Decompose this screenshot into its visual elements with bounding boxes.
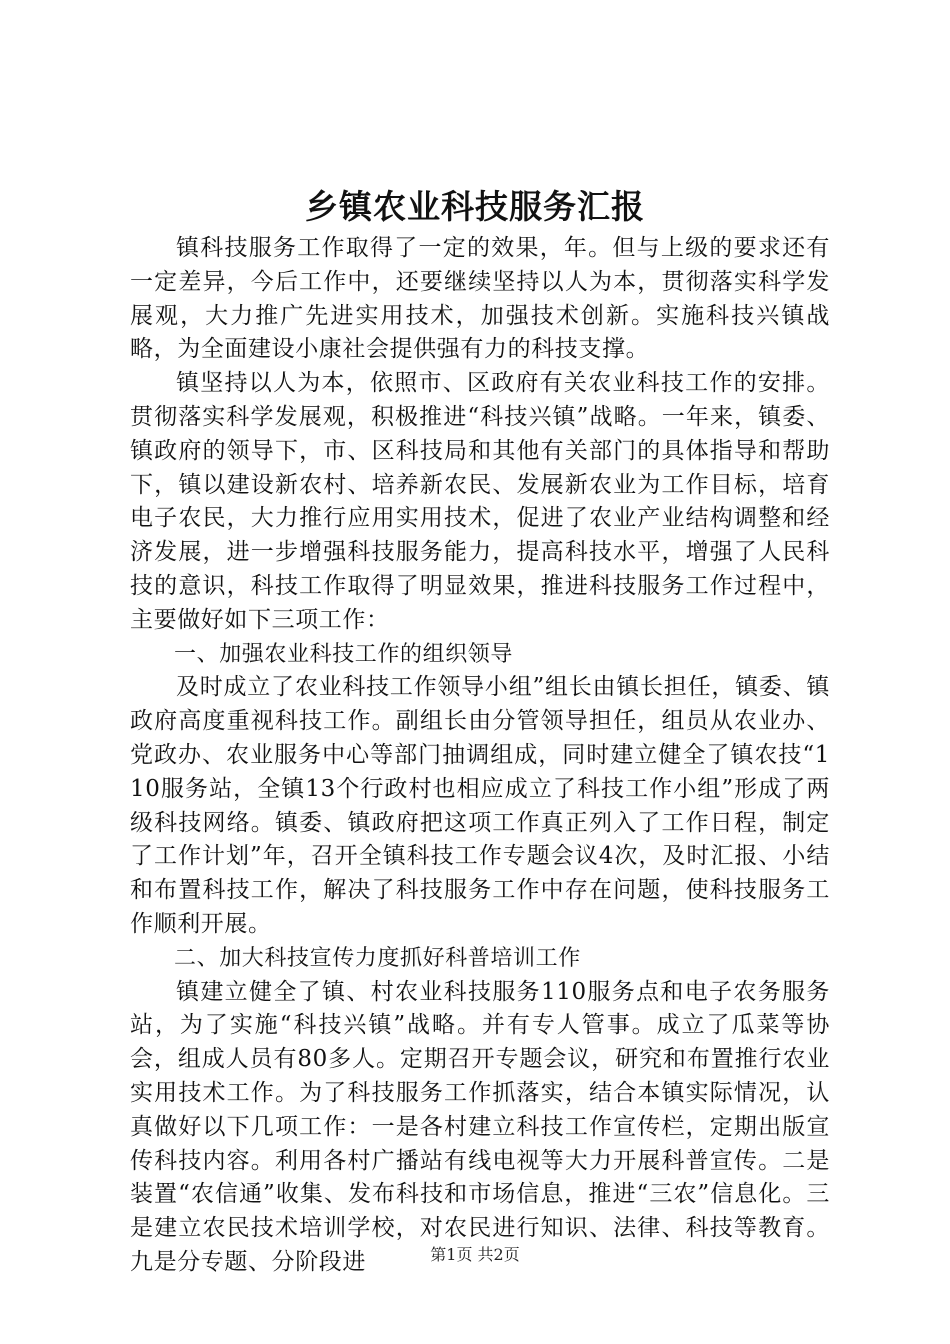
paragraph-section-1: 及时成立了农业科技工作领导小组”组长由镇长担任，镇委、镇政府高度重视科技工作。副组长由分管领导担任，组员从农业办、党政办、农业服务中心等部门抽调组成，同时建立健全了镇农技“110服务站，全镇13个行政村也相应成立了科技工作小组”形成了两级科技网络。镇委、镇政府把这项工作真正列入了工作日程，制定了工作计划”年，召开全镇科技工作专题会议4次，及时汇报、小结和布置科技工作，解决了科技服务工作中存在问题，使科技服务工作顺利开展。 bbox=[130, 674, 830, 937]
document-body bbox=[130, 232, 830, 1280]
document-title: 乡镇农业科技服务汇报 bbox=[305, 187, 645, 226]
section-heading-2: 二、加大科技宣传力度抓好科普培训工作 bbox=[174, 945, 581, 971]
section-heading-1: 一、加强农业科技工作的组织领导 bbox=[174, 641, 514, 667]
page-number-footer: 第1页 共2页 bbox=[430, 1245, 520, 1264]
paragraph-overview: 镇坚持以人为本，依照市、区政府有关农业科技工作的安排。贯彻落实科学发展观，积极推进“科技兴镇”战略。一年来，镇委、镇政府的领导下，市、区科技局和其他有关部门的具体指导和帮助下，镇以建设新农村、培养新农民、发展新农业为工作目标，培育电子农民，大力推行应用实用技术，促进了农业产业结构调整和经济发展，进一步增强科技服务能力，提高科技水平，增强了人民科技的意识，科技工作取得了明显效果，推进科技服务工作过程中，主要做好如下三项工作： bbox=[130, 370, 830, 633]
paragraph-intro: 镇科技服务工作取得了一定的效果，年。但与上级的要求还有一定差异，今后工作中，还要继续坚持以人为本，贯彻落实科学发展观，大力推广先进实用技术，加强技术创新。实施科技兴镇战略，为全面建设小康社会提供强有力的科技支撑。 bbox=[130, 235, 830, 363]
paragraph-section-2: 镇建立健全了镇、村农业科技服务110服务点和电子农务服务站，为了实施“科技兴镇”战略。并有专人管事。成立了瓜菜等协会，组成人员有80多人。定期召开专题会议，研究和布置推行农业实用技术工作。为了科技服务工作抓落实，结合本镇实际情况，认真做好以下几项工作：一是各村建立科技工作宣传栏，定期出版宣传科技内容。利用各村广播站有线电视等大力开展科普宣传。二是装置“农信通”收集、发布科技和市场信息，推进“三农”信息化。三是建立农民技术培训学校，对农民进行知识、法律、科技等教育。九是分专题、分阶段进 bbox=[130, 978, 830, 1275]
